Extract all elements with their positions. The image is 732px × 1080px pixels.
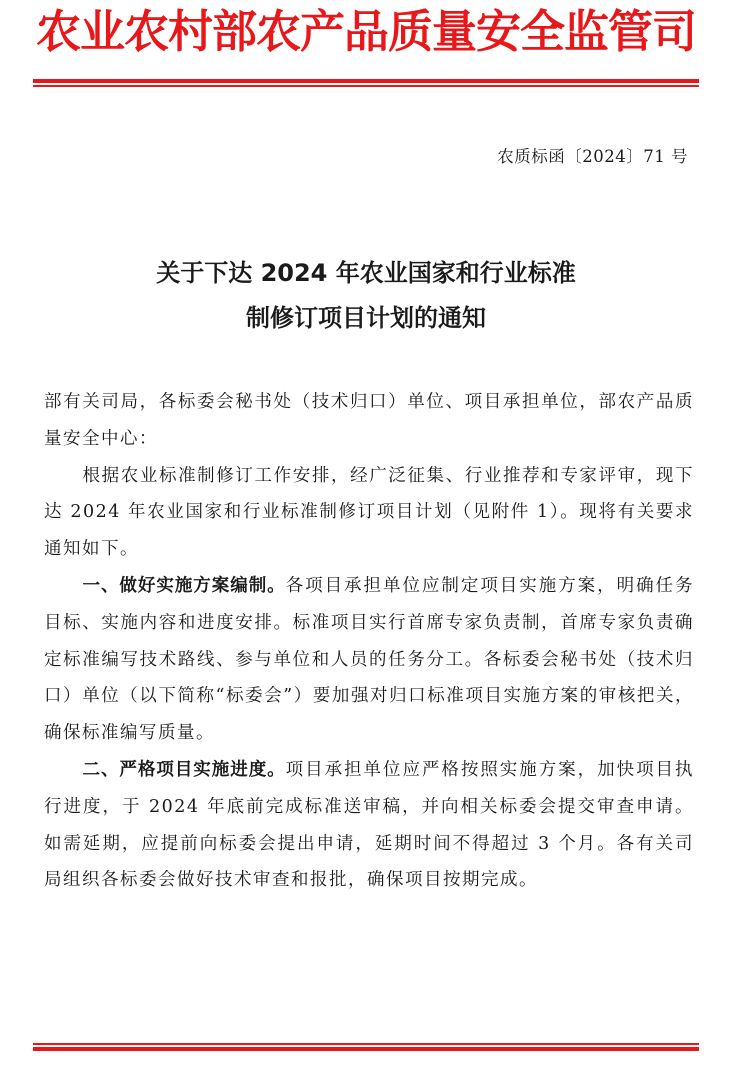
letterhead-rule-thick: [33, 79, 699, 83]
document-title-line2: 制修订项目计划的通知: [246, 304, 486, 332]
section-text: 项目承担单位应严格按照实施方案，加快项目执行进度，于 2024 年底前完成标准送审稿，并向相关标委会提交审查申请。如需延期，应提前向标委会提出申请，延期时间不得超过 3 个月。各有关司局组织各标委会做好技术审查和报批，确保项目按期完成。: [44, 759, 695, 891]
section-paragraph: [44, 568, 694, 752]
document-body: [44, 384, 694, 899]
section-text: 各项目承担单位应制定项目实施方案，明确任务目标、实施内容和进度安排。标准项目实行首席专家负责制，首席专家负责确定标准编写技术路线、参与单位和人员的任务分工。各标委会秘书处（技术归口）单位（以下简称“标委会”）要加强对归口标准项目实施方案的审核把关，确保标准编写质量。: [44, 575, 695, 744]
footer-rule-thick: [33, 1047, 699, 1051]
section-heading: 一、做好实施方案编制。: [82, 575, 286, 596]
footer-rule-thin: [33, 1043, 699, 1045]
addressee: 部有关司局，各标委会秘书处（技术归口）单位、项目承担单位，部农产品质量安全中心：: [44, 392, 694, 449]
section-heading: 二、严格项目实施进度。: [82, 759, 286, 780]
section-paragraph: [44, 752, 694, 899]
document-title-line1: 关于下达 2024 年农业国家和行业标准: [156, 259, 576, 287]
letterhead-organization: 农业农村部农产品质量安全监管司: [35, 5, 696, 58]
document-number: 农质标函〔2024〕71 号: [497, 147, 688, 166]
letterhead-rule-thin: [33, 85, 699, 87]
intro-paragraph: 根据农业标准制修订工作安排，经广泛征集、行业推荐和专家评审，现下达 2024 年农业国家和行业标准制修订项目计划（见附件 1）。现将有关要求通知如下。: [44, 465, 694, 560]
